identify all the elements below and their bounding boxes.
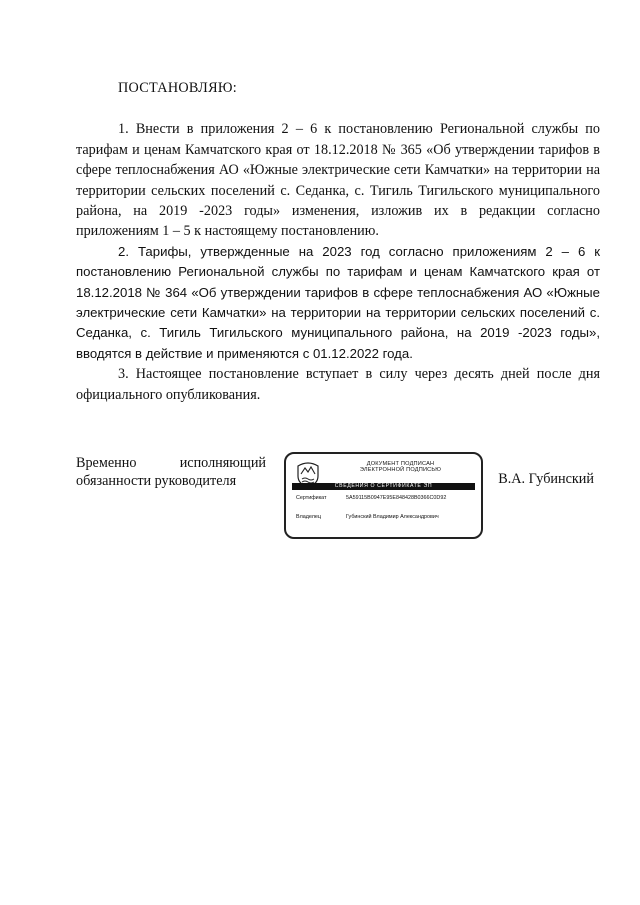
signer-position <box>76 454 266 490</box>
paragraph-2: 2. Тарифы, утвержденные на 2023 год согласно приложениям 2 – 6 к постановлению Региональной службы по тарифам и ценам Камчатского края от 18.12.2018 № 364 «Об утверждении тарифов в сфере теплоснабжения АО «Южные электрические сети Камчатки» на территории на территории сельских поселений с. Седанка, с. Тигиль Тигильского муниципального района, на 2019 -2023 годы», вводятся в действие и применяются с 01.12.2022 года. <box>76 243 600 361</box>
paragraph-1: 1. Внести в приложения 2 – 6 к постановлению Региональной службы по тарифам и ценам Камчатского края от 18.12.2018 № 365 «Об утверждении тарифов в сфере теплоснабжения АО «Южные электрические сети Камчатки» на территории на территории сельских поселений с. Седанка, с. Тигиль Тигильского муниципального района, на 2019 -2023 годы» изменения, изложив их в редакции согласно приложениям 1 – 5 к настоящему постановлению. <box>76 121 600 240</box>
stamp-owner-row <box>296 514 475 521</box>
position-word-2: исполняющий <box>179 455 266 471</box>
signature-block <box>76 454 600 544</box>
position-word-1: Временно <box>76 455 137 471</box>
stamp-title: ДОКУМЕНТ ПОДПИСАН ЭЛЕКТРОННОЙ ПОДПИСЬЮ <box>359 461 442 474</box>
cert-value: 5A59115B0947E95E848428B0366C0D92 <box>346 495 447 501</box>
decree-heading: ПОСТАНОВЛЯЮ: <box>118 80 237 96</box>
owner-value: Губинский Владимир Александрович <box>346 514 439 520</box>
electronic-signature-stamp <box>284 452 483 539</box>
stamp-cert-header: СВЕДЕНИЯ О СЕРТИФИКАТЕ ЭП <box>292 483 475 490</box>
cert-label: Сертификат <box>296 495 327 501</box>
position-line-2: обязанности руководителя <box>76 473 237 489</box>
signer-name: В.А. Губинский <box>498 471 594 487</box>
stamp-cert-row <box>296 495 475 502</box>
owner-label: Владелец <box>296 514 321 520</box>
paragraph-3: 3. Настоящее постановление вступает в силу через десять дней после дня официального опубликования. <box>76 366 600 403</box>
document-body <box>76 78 600 405</box>
